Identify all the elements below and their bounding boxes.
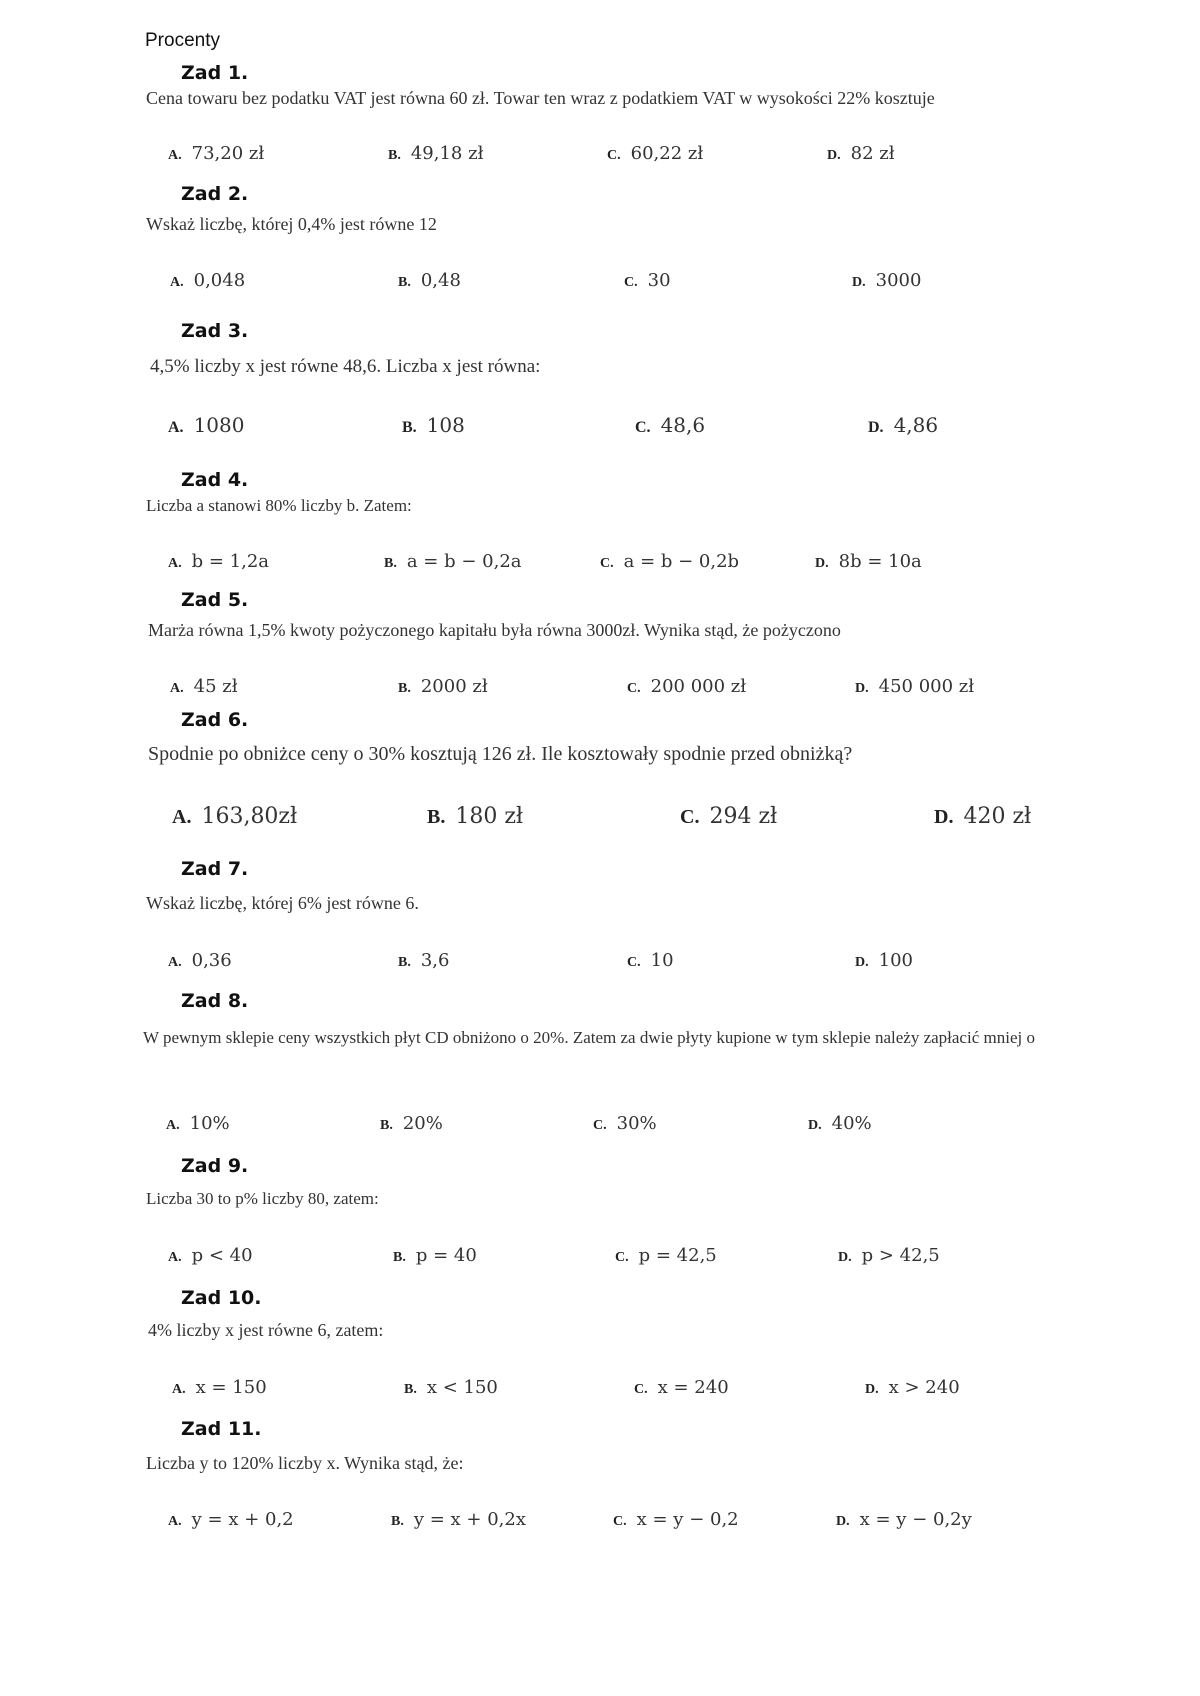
- option-letter: A.: [168, 148, 182, 163]
- option-letter: C.: [627, 955, 641, 970]
- option-letter: A.: [166, 1118, 180, 1133]
- task-3-question: 4,5% liczby x jest równe 48,6. Liczba x jest równa:: [150, 356, 541, 377]
- option-value: x = 240: [657, 1377, 729, 1398]
- option-letter: D.: [838, 1250, 852, 1265]
- task-1-option-d[interactable]: [827, 143, 895, 164]
- option-letter: D.: [827, 148, 841, 163]
- option-letter: D.: [852, 275, 866, 290]
- option-letter: B.: [404, 1382, 417, 1397]
- task-4-question: Liczba a stanowi 80% liczby b. Zatem:: [146, 496, 412, 515]
- option-letter: A.: [168, 955, 182, 970]
- option-value: 200 000 zł: [650, 676, 747, 697]
- task-5-option-a[interactable]: [170, 676, 238, 697]
- option-value: 3000: [875, 270, 922, 291]
- option-value: 0,048: [193, 270, 246, 291]
- task-10-option-b[interactable]: [404, 1377, 498, 1398]
- option-value: x = y − 0,2y: [859, 1509, 972, 1530]
- option-value: x < 150: [426, 1377, 498, 1398]
- task-3-option-d[interactable]: [868, 413, 938, 437]
- option-letter: D.: [855, 955, 869, 970]
- task-4-option-d[interactable]: [815, 551, 922, 572]
- task-8-option-b[interactable]: [380, 1113, 443, 1134]
- option-value: x = y − 0,2: [636, 1509, 739, 1530]
- task-4-option-a[interactable]: [168, 551, 269, 572]
- task-3-heading: Zad 3.: [181, 320, 249, 342]
- option-value: 163,80zł: [201, 804, 298, 829]
- task-8-question: W pewnym sklepie ceny wszystkich płyt CD obniżono o 20%. Zatem za dwie płyty kupione w tym sklepie należy zapłacić mniej o: [143, 1028, 1035, 1047]
- task-4-option-b[interactable]: [384, 551, 522, 572]
- option-value: a = b − 0,2b: [623, 551, 740, 572]
- option-letter: C.: [634, 1382, 648, 1397]
- task-9-option-a[interactable]: [168, 1245, 253, 1266]
- option-letter: C.: [613, 1514, 627, 1529]
- task-4-heading: Zad 4.: [181, 469, 249, 491]
- option-letter: D.: [855, 681, 869, 696]
- option-value: 40%: [831, 1113, 872, 1134]
- task-8-heading: Zad 8.: [181, 990, 249, 1012]
- task-7-option-c[interactable]: [627, 950, 674, 971]
- task-7-option-a[interactable]: [168, 950, 232, 971]
- task-8-option-d[interactable]: [808, 1113, 872, 1134]
- option-value: 49,18 zł: [410, 143, 484, 164]
- option-value: 30%: [616, 1113, 657, 1134]
- option-letter: C.: [593, 1118, 607, 1133]
- option-value: 108: [426, 413, 465, 437]
- task-1-option-b[interactable]: [388, 143, 483, 164]
- task-6-question: Spodnie po obniżce ceny o 30% kosztują 126 zł. Ile kosztowały spodnie przed obniżką?: [148, 743, 853, 765]
- document-title: Procenty: [145, 30, 220, 51]
- option-value: 3,6: [420, 950, 450, 971]
- task-1-heading: Zad 1.: [181, 62, 249, 84]
- option-letter: B.: [391, 1514, 404, 1529]
- option-value: 0,48: [420, 270, 461, 291]
- option-value: 10: [650, 950, 674, 971]
- task-1-question: Cena towaru bez podatku VAT jest równa 60 zł. Towar ten wraz z podatkiem VAT w wysokości 22% kosztuje: [146, 88, 935, 108]
- task-2-question: Wskaż liczbę, której 0,4% jest równe 12: [146, 214, 437, 234]
- option-value: 100: [878, 950, 913, 971]
- option-letter: D.: [836, 1514, 850, 1529]
- task-7-question: Wskaż liczbę, której 6% jest równe 6.: [146, 893, 419, 913]
- task-2-option-d[interactable]: [852, 270, 921, 291]
- option-letter: B.: [398, 275, 411, 290]
- option-letter: D.: [934, 806, 954, 828]
- option-letter: C.: [680, 806, 700, 828]
- task-6-option-d[interactable]: [934, 804, 1031, 829]
- option-letter: B.: [398, 681, 411, 696]
- option-value: 0,36: [191, 950, 232, 971]
- task-10-option-d[interactable]: [865, 1377, 960, 1398]
- option-letter: B.: [384, 556, 397, 571]
- option-value: p > 42,5: [861, 1245, 940, 1266]
- option-letter: B.: [427, 806, 446, 828]
- task-7-option-b[interactable]: [398, 950, 449, 971]
- option-value: x = 150: [195, 1377, 267, 1398]
- option-value: 30: [647, 270, 671, 291]
- option-value: 8b = 10a: [838, 551, 922, 572]
- task-2-heading: Zad 2.: [181, 183, 249, 205]
- option-letter: B.: [380, 1118, 393, 1133]
- option-value: 10%: [189, 1113, 230, 1134]
- option-letter: C.: [627, 681, 641, 696]
- task-10-question: 4% liczby x jest równe 6, zatem:: [148, 1320, 384, 1340]
- task-9-option-b[interactable]: [393, 1245, 477, 1266]
- option-letter: B.: [388, 148, 401, 163]
- task-3-option-a[interactable]: [168, 413, 244, 437]
- task-7-option-d[interactable]: [855, 950, 913, 971]
- option-value: y = x + 0,2x: [413, 1509, 526, 1530]
- option-letter: B.: [393, 1250, 406, 1265]
- task-10-heading: Zad 10.: [181, 1287, 262, 1309]
- option-letter: C.: [607, 148, 621, 163]
- option-value: 4,86: [893, 413, 939, 437]
- option-value: 60,22 zł: [630, 143, 704, 164]
- task-11-heading: Zad 11.: [181, 1418, 262, 1440]
- task-3-option-c[interactable]: [635, 413, 705, 437]
- task-6-option-a[interactable]: [172, 804, 297, 829]
- option-letter: A.: [168, 1514, 182, 1529]
- task-6-option-c[interactable]: [680, 804, 777, 829]
- option-value: 2000 zł: [420, 676, 488, 697]
- option-letter: A.: [168, 1250, 182, 1265]
- option-value: 45 zł: [193, 676, 238, 697]
- task-11-option-b[interactable]: [391, 1509, 526, 1530]
- task-11-option-c[interactable]: [613, 1509, 739, 1530]
- option-letter: B.: [402, 419, 417, 436]
- task-5-option-c[interactable]: [627, 676, 746, 697]
- task-5-option-d[interactable]: [855, 676, 974, 697]
- task-4-option-c[interactable]: [600, 551, 739, 572]
- option-value: 450 000 zł: [878, 676, 975, 697]
- option-value: 82 zł: [850, 143, 895, 164]
- option-letter: C.: [635, 419, 651, 436]
- option-letter: A.: [170, 681, 184, 696]
- option-letter: C.: [624, 275, 638, 290]
- option-value: p < 40: [191, 1245, 253, 1266]
- task-1-option-a[interactable]: [168, 143, 264, 164]
- task-9-heading: Zad 9.: [181, 1155, 249, 1177]
- task-2-option-a[interactable]: [170, 270, 245, 291]
- option-value: a = b − 0,2a: [406, 551, 522, 572]
- task-6-heading: Zad 6.: [181, 709, 249, 731]
- option-value: b = 1,2a: [191, 551, 270, 572]
- option-value: p = 42,5: [638, 1245, 717, 1266]
- task-6-option-b[interactable]: [427, 804, 523, 829]
- option-value: 73,20 zł: [191, 143, 265, 164]
- task-3-option-b[interactable]: [402, 413, 465, 437]
- task-10-option-a[interactable]: [172, 1377, 267, 1398]
- option-value: 180 zł: [455, 804, 524, 829]
- option-letter: C.: [600, 556, 614, 571]
- option-letter: A.: [172, 1382, 186, 1397]
- task-10-option-c[interactable]: [634, 1377, 729, 1398]
- task-5-option-b[interactable]: [398, 676, 488, 697]
- task-8-option-c[interactable]: [593, 1113, 657, 1134]
- task-2-option-c[interactable]: [624, 270, 671, 291]
- option-value: 20%: [402, 1113, 443, 1134]
- option-letter: D.: [815, 556, 829, 571]
- option-letter: B.: [398, 955, 411, 970]
- option-value: 48,6: [660, 413, 706, 437]
- task-2-option-b[interactable]: [398, 270, 461, 291]
- option-letter: A.: [172, 806, 192, 828]
- task-11-question: Liczba y to 120% liczby x. Wynika stąd, że:: [146, 1453, 464, 1473]
- task-9-question: Liczba 30 to p% liczby 80, zatem:: [146, 1189, 379, 1208]
- option-value: p = 40: [415, 1245, 477, 1266]
- option-letter: A.: [170, 275, 184, 290]
- option-letter: C.: [615, 1250, 629, 1265]
- task-9-option-c[interactable]: [615, 1245, 717, 1266]
- option-value: 420 zł: [963, 804, 1032, 829]
- option-letter: D.: [865, 1382, 879, 1397]
- option-letter: D.: [868, 419, 884, 436]
- option-value: 1080: [193, 413, 245, 437]
- option-letter: A.: [168, 419, 184, 436]
- task-8-option-a[interactable]: [166, 1113, 230, 1134]
- option-letter: A.: [168, 556, 182, 571]
- option-value: y = x + 0,2: [191, 1509, 294, 1530]
- option-value: 294 zł: [709, 804, 778, 829]
- option-letter: D.: [808, 1118, 822, 1133]
- task-5-question: Marża równa 1,5% kwoty pożyczonego kapitału była równa 3000zł. Wynika stąd, że pożyczono: [148, 620, 841, 640]
- task-1-option-c[interactable]: [607, 143, 703, 164]
- task-11-option-a[interactable]: [168, 1509, 294, 1530]
- task-11-option-d[interactable]: [836, 1509, 972, 1530]
- task-7-heading: Zad 7.: [181, 858, 249, 880]
- task-9-option-d[interactable]: [838, 1245, 940, 1266]
- option-value: x > 240: [888, 1377, 960, 1398]
- task-5-heading: Zad 5.: [181, 589, 249, 611]
